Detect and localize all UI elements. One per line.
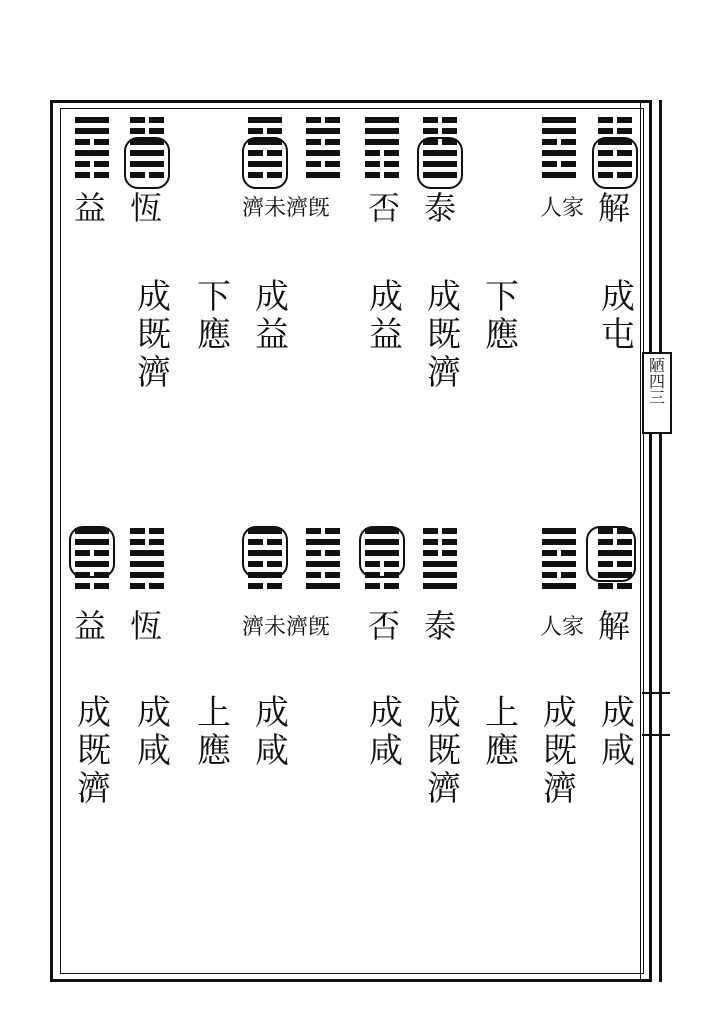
char: 應 [485,731,519,772]
hexagram-yi-top [75,117,109,183]
char: 成 [601,277,635,317]
char: 成 [601,693,635,733]
col-top-5 [424,278,464,392]
char: 應 [197,731,231,772]
char: 成 [137,277,171,317]
col-top-6 [482,278,522,354]
char: 成 [543,693,577,733]
char: 咸 [369,731,403,772]
hexagram-heng-top [130,117,164,183]
char: 濟 [427,353,461,394]
char: 成 [369,277,403,317]
hexagram-weiji-bottom [248,528,282,594]
char: 咸 [137,731,171,772]
name-weiji-jiji-top: 濟未濟旣 [242,196,331,221]
hexagram-yi-bottom [75,528,109,594]
char: 應 [485,315,519,356]
char: 應 [197,315,231,356]
name-tai-top: 泰 [424,189,457,227]
side-mark [642,692,670,736]
col-top-1 [134,278,174,392]
char: 屯 [601,315,635,356]
char: 上 [197,693,231,733]
name-tai-bottom: 泰 [424,607,457,645]
char: 成 [137,693,171,733]
hexagram-tai-bottom [423,528,457,594]
name-weiji-jiji-bottom: 濟未濟旣 [242,615,331,640]
char: 成 [427,693,461,733]
side-strip [640,100,662,982]
col-bottom-8 [540,694,580,808]
char: 成 [255,277,289,317]
col-bottom-2 [134,694,174,770]
char: 既 [543,731,577,772]
char: 咸 [601,731,635,772]
col-top-2 [194,278,234,354]
hexagram-xie-bottom [598,528,632,594]
char: 既 [427,315,461,356]
char: 下 [485,277,519,317]
section-tab [642,352,672,434]
char: 濟 [543,769,577,810]
char: 益 [369,315,403,356]
hexagram-pi-bottom [365,528,399,594]
name-heng-bottom: 恆 [130,607,163,645]
char: 咸 [255,731,289,772]
hexagram-jiji-top [306,117,340,183]
name-pi-top: 否 [368,189,401,227]
char: 既 [427,731,461,772]
col-top-7 [598,278,638,354]
hexagram-jiaren-top [542,117,576,183]
name-jiaren-top: 人家 [540,196,585,221]
char: 成 [369,693,403,733]
hexagram-pi-top [365,117,399,183]
name-yi-top: 益 [74,189,107,227]
char: 成 [77,693,111,733]
hexagram-weiji-top [248,117,282,183]
char: 上 [485,693,519,733]
char: 益 [255,315,289,356]
col-bottom-7 [482,694,522,770]
section-tab-char-1: 陋 [648,356,665,375]
hexagram-jiji-bottom [306,528,340,594]
col-bottom-6 [424,694,464,808]
char: 既 [77,731,111,772]
hexagram-xie-top [598,117,632,183]
char: 濟 [427,769,461,810]
name-yi-bottom: 益 [74,607,107,645]
char: 濟 [77,769,111,810]
name-xie-top: 解 [598,189,631,227]
col-top-3 [252,278,292,354]
col-bottom-1 [74,694,114,808]
hexagram-heng-bottom [130,528,164,594]
char: 既 [137,315,171,356]
char: 成 [255,693,289,733]
section-tab-char-2: 四 [648,372,665,391]
char: 濟 [137,353,171,394]
name-pi-bottom: 否 [368,607,401,645]
name-xie-bottom: 解 [598,607,631,645]
col-bottom-9 [598,694,638,770]
col-bottom-5 [366,694,406,770]
hexagram-jiaren-bottom [542,528,576,594]
name-heng-top: 恆 [130,189,163,227]
char: 成 [427,277,461,317]
hexagram-tai-top [423,117,457,183]
col-bottom-4 [252,694,292,770]
col-bottom-3 [194,694,234,770]
name-jiaren-bottom: 人家 [540,615,585,640]
section-tab-char-3: 三 [648,388,665,407]
char: 下 [197,277,231,317]
col-top-4 [366,278,406,354]
